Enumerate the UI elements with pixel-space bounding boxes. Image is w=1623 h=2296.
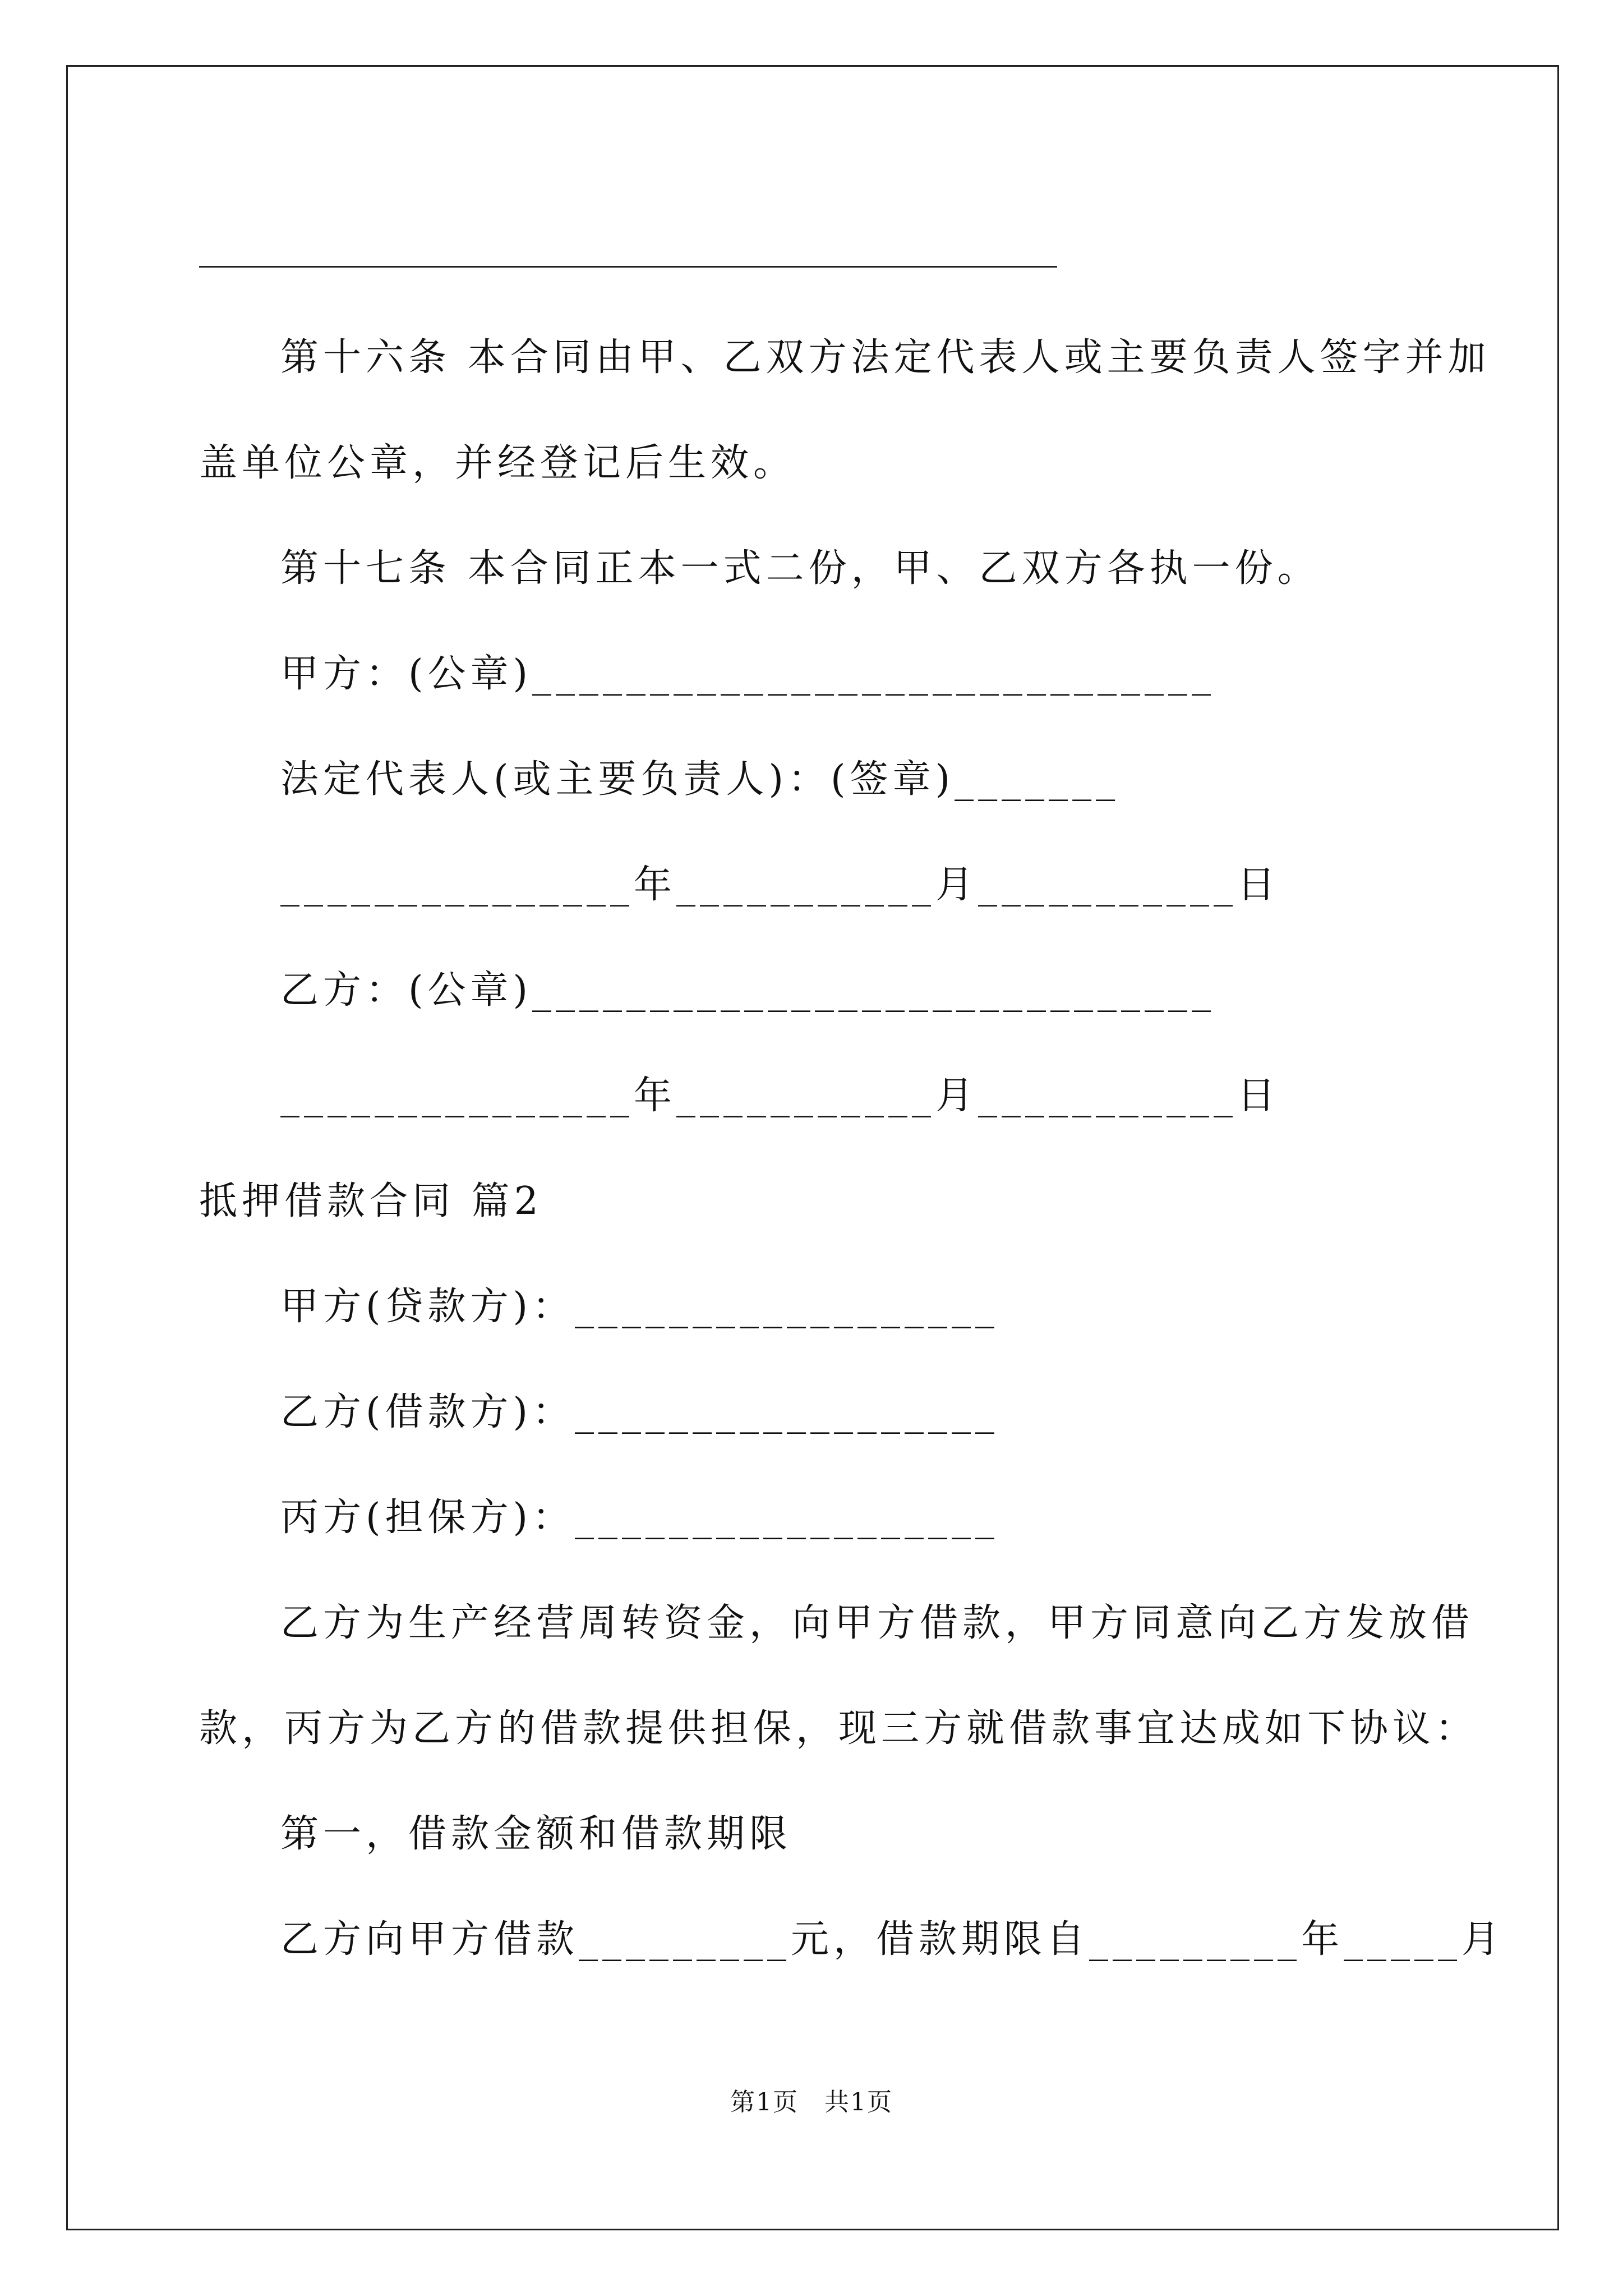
lender-line: 甲方(贷款方)：__________________	[280, 1285, 999, 1329]
guarantor-line: 丙方(担保方)：__________________	[280, 1496, 999, 1540]
clause-1-heading: 第一，借款金额和借款期限	[280, 1812, 792, 1856]
article-17: 第十七条 本合同正本一式二份，甲、乙双方各执一份。	[280, 546, 1320, 591]
page-border	[66, 65, 1559, 2230]
party-b-seal-line: 乙方：(公章)_____________________________	[280, 968, 1216, 1013]
party-a-seal-line: 甲方：(公章)_____________________________	[280, 652, 1216, 696]
party-a-date-line: _______________年___________月___________日	[280, 863, 1280, 907]
section-title: 抵押借款合同 篇2	[199, 1179, 543, 1223]
preamble-line-2: 款，丙方为乙方的借款提供担保，现三方就借款事宜达成如下协议：	[199, 1706, 1478, 1751]
clause-1-amount-line: 乙方向甲方借款_________元，借款期限自_________年_____月	[280, 1917, 1505, 1962]
preamble-line-1: 乙方为生产经营周转资金，向甲方借款，甲方同意向乙方发放借	[280, 1601, 1474, 1645]
borrower-line: 乙方(借款方)：__________________	[280, 1390, 999, 1434]
article-16-line-2: 盖单位公章，并经登记后生效。	[199, 441, 796, 485]
page-footer: 第1页 共1页	[730, 2088, 893, 2116]
legal-representative-line: 法定代表人(或主要负责人)：(签章)_______	[280, 757, 1120, 802]
party-b-date-line: _______________年___________月___________日	[280, 1074, 1280, 1118]
article-16-line-1: 第十六条 本合同由甲、乙双方法定代表人或主要负责人签字并加	[280, 335, 1491, 380]
top-blank-rule	[199, 266, 1057, 268]
